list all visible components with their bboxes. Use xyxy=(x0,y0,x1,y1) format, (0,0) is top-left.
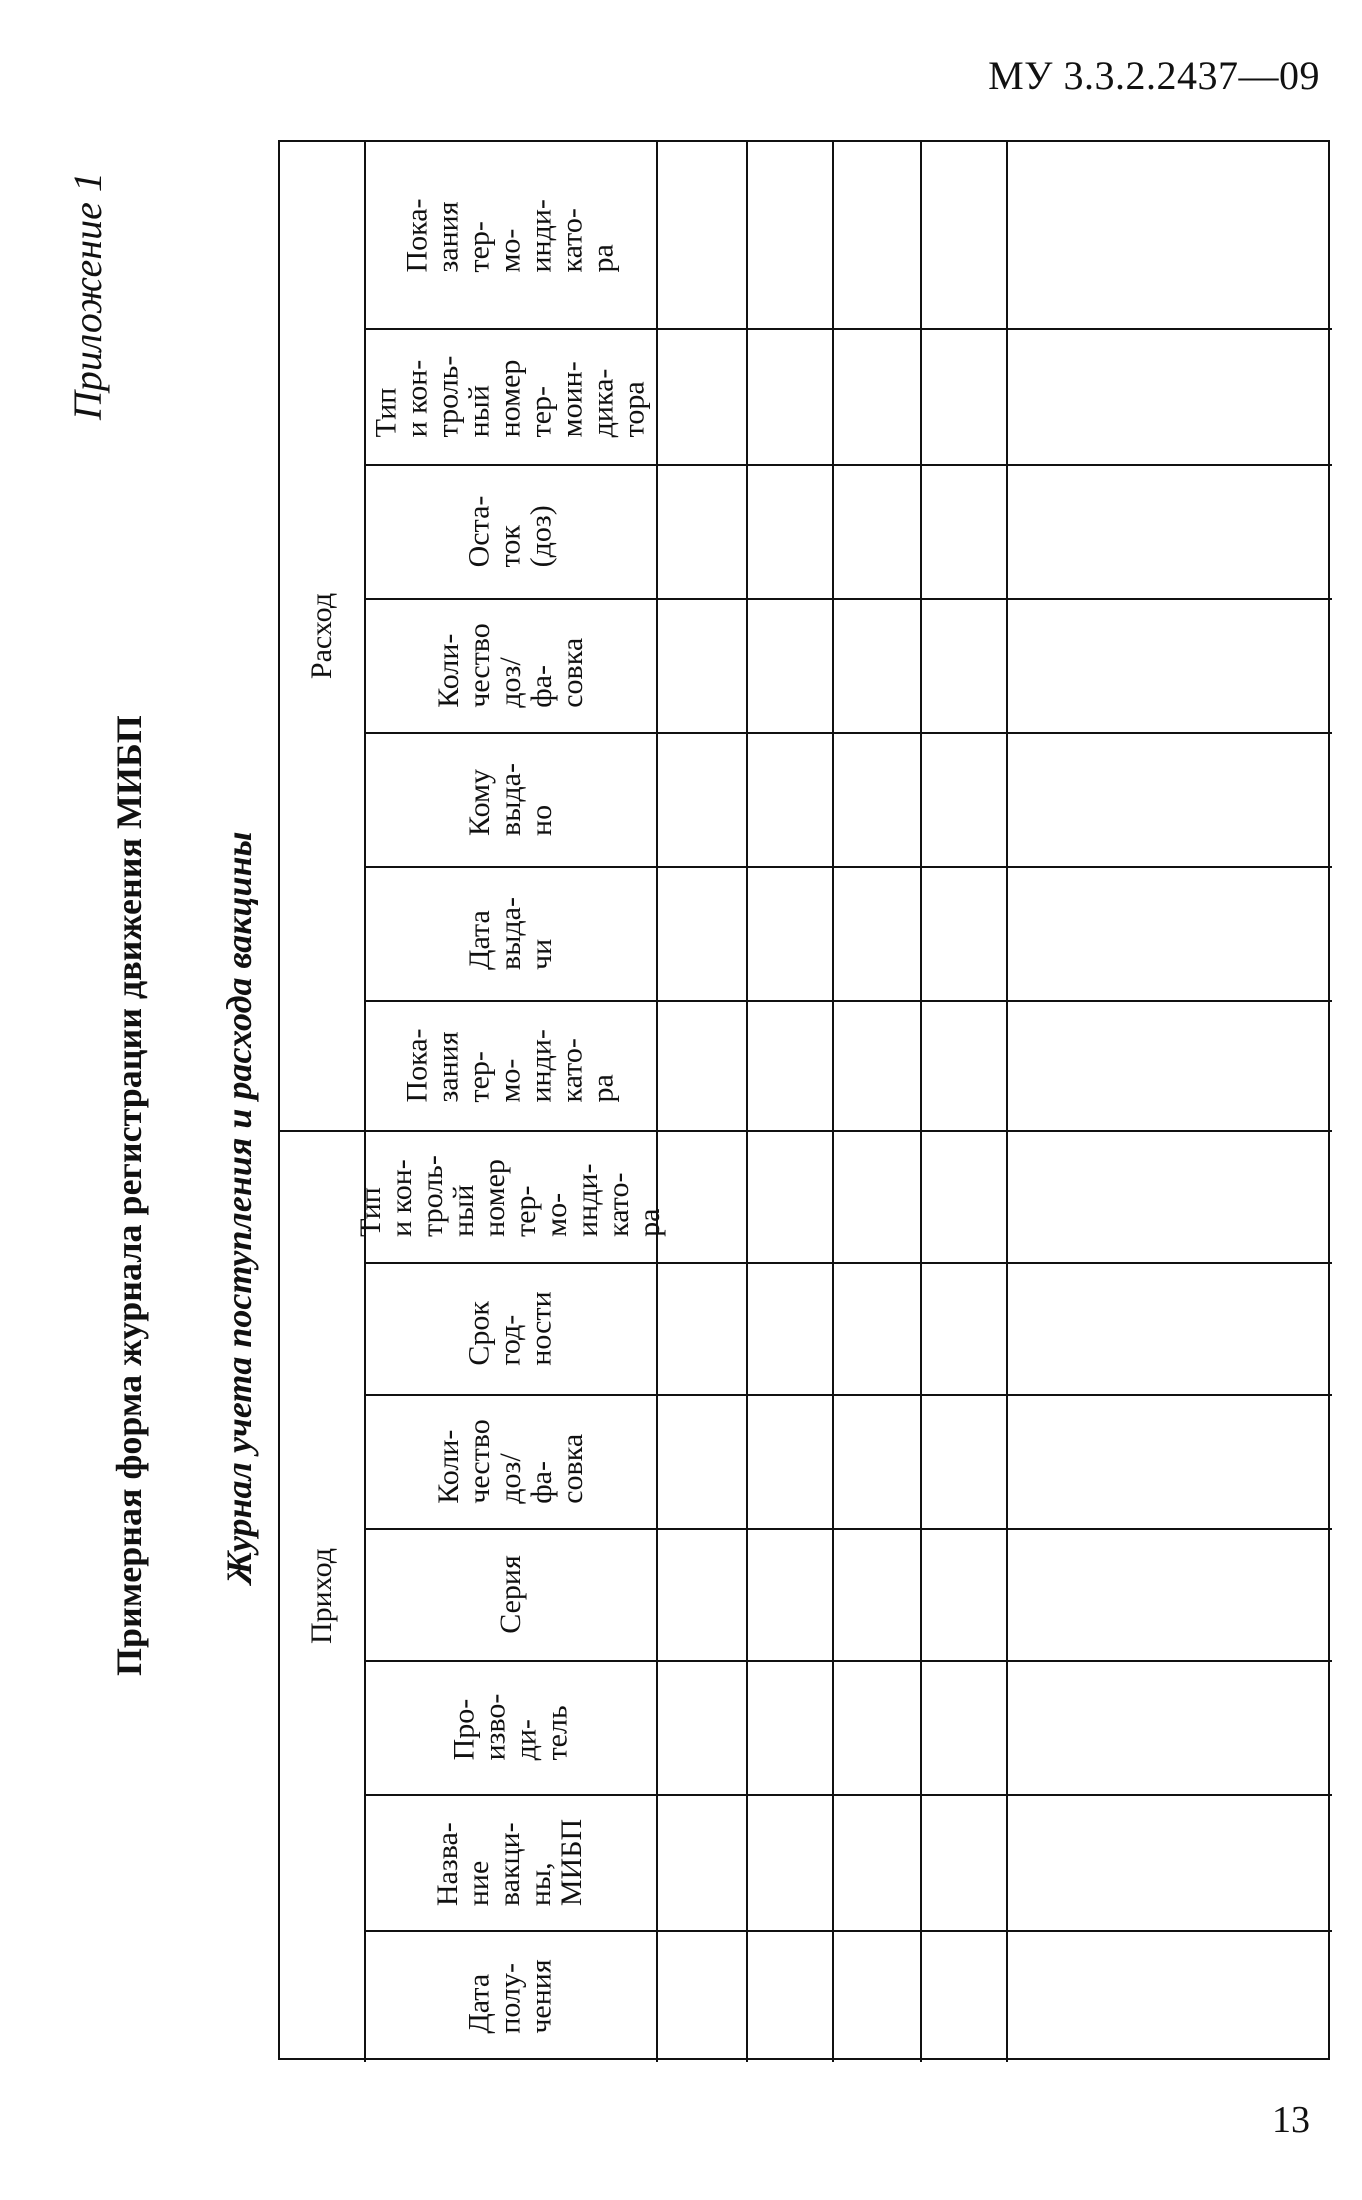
page-number: 13 xyxy=(1272,2099,1310,2141)
table-cell-empty xyxy=(920,1528,1006,1660)
table-cell-empty xyxy=(656,866,746,1000)
table-cell-empty xyxy=(832,464,920,598)
table-cell-empty xyxy=(832,1394,920,1528)
table-cell-empty xyxy=(656,598,746,732)
column-header xyxy=(364,1794,656,1930)
page-title: Примерная форма журнала регистрации движения МИБП xyxy=(109,715,149,1676)
column-header-label: Коли- чество доз/ фа- совка xyxy=(431,1418,589,1504)
table-cell-empty xyxy=(920,1930,1006,2062)
table-cell-empty xyxy=(746,866,832,1000)
table-subtitle: Журнал учета поступления и расхода вакцины xyxy=(219,831,259,1584)
table-cell-empty xyxy=(832,1660,920,1794)
table-cell-empty xyxy=(920,732,1006,866)
table-cell-empty xyxy=(656,1394,746,1528)
table-cell-empty xyxy=(920,1794,1006,1930)
table-cell-empty xyxy=(1006,1794,1332,1930)
journal-table xyxy=(278,140,1330,2060)
table-cell-empty xyxy=(656,1528,746,1660)
group-header-income xyxy=(280,1130,364,2062)
column-header-label: Назва- ние вакци- ны, МИБП xyxy=(431,1818,589,1906)
table-cell-empty xyxy=(656,1794,746,1930)
table-cell-empty xyxy=(746,1130,832,1262)
table-cell-empty xyxy=(746,464,832,598)
table-cell-empty xyxy=(746,1000,832,1130)
table-cell-empty xyxy=(832,866,920,1000)
column-header xyxy=(364,142,656,328)
table-cell-empty xyxy=(656,1000,746,1130)
column-header xyxy=(364,598,656,732)
table-cell-empty xyxy=(832,1794,920,1930)
column-header-label: Тип и кон- троль- ный номер тер- мо- инди- като- ра xyxy=(353,1155,666,1237)
table-cell-empty xyxy=(920,328,1006,464)
table-cell-empty xyxy=(920,1262,1006,1394)
group-header-expense xyxy=(280,142,364,1130)
table-cell-empty xyxy=(1006,866,1332,1000)
table-cell-empty xyxy=(920,1000,1006,1130)
table-cell-empty xyxy=(1006,1394,1332,1528)
column-header-label: Пока- зания тер- мо- инди- като- ра xyxy=(400,197,620,273)
table-cell-empty xyxy=(1006,328,1332,464)
column-header-label: Серия xyxy=(493,1554,527,1634)
table-cell-empty xyxy=(832,1262,920,1394)
group-header-income-label: Приход xyxy=(305,1548,339,1644)
table-cell-empty xyxy=(1006,1528,1332,1660)
column-header-label: Пока- зания тер- мо- инди- като- ра xyxy=(400,1027,620,1103)
table-cell-empty xyxy=(920,1130,1006,1262)
table-cell-empty xyxy=(1006,1660,1332,1794)
table-cell-empty xyxy=(1006,1930,1332,2062)
table-cell-empty xyxy=(920,1394,1006,1528)
table-cell-empty xyxy=(746,1528,832,1660)
table-cell-empty xyxy=(656,1660,746,1794)
table-cell-empty xyxy=(1006,1130,1332,1262)
column-header-label: Срок год- ности xyxy=(462,1290,558,1366)
group-header-expense-label: Расход xyxy=(305,592,338,680)
table-cell-empty xyxy=(832,1528,920,1660)
table-cell-empty xyxy=(746,732,832,866)
table-cell-empty xyxy=(746,1262,832,1394)
table-cell-empty xyxy=(656,732,746,866)
table-cell-empty xyxy=(746,1930,832,2062)
table-cell-empty xyxy=(746,1660,832,1794)
table-cell-empty xyxy=(920,598,1006,732)
column-header xyxy=(353,1130,666,1262)
table-cell-empty xyxy=(1006,1262,1332,1394)
column-header xyxy=(364,1000,656,1130)
table-cell-empty xyxy=(656,328,746,464)
column-header-label: Тип и кон- троль- ный номер тер- моин- дика- тора xyxy=(369,355,651,437)
table-cell-empty xyxy=(832,1130,920,1262)
table-cell-empty xyxy=(746,1394,832,1528)
column-header-label: Коли- чество доз/ фа- совка xyxy=(431,622,589,708)
table-cell-empty xyxy=(1006,1000,1332,1130)
column-header xyxy=(364,1394,656,1528)
table-cell-empty xyxy=(920,866,1006,1000)
table-cell-empty xyxy=(832,732,920,866)
column-header-label: Про- изво- ди- тель xyxy=(446,1693,573,1761)
table-cell-empty xyxy=(656,1930,746,2062)
table-cell-empty xyxy=(832,598,920,732)
table-cell-empty xyxy=(1006,142,1332,328)
column-header xyxy=(364,328,656,464)
table-cell-empty xyxy=(746,598,832,732)
column-header xyxy=(364,866,656,1000)
table-cell-empty xyxy=(746,328,832,464)
column-header xyxy=(364,732,656,866)
document-code: МУ 3.3.2.2437—09 xyxy=(988,53,1320,98)
table-cell-empty xyxy=(832,142,920,328)
table-cell-empty xyxy=(1006,732,1332,866)
table-cell-empty xyxy=(656,464,746,598)
column-header-label: Дата полу- чения xyxy=(462,1958,558,2034)
table-cell-empty xyxy=(920,142,1006,328)
column-header xyxy=(364,1660,656,1794)
appendix-label: Приложение 1 xyxy=(65,172,110,420)
column-header xyxy=(364,1528,656,1660)
table-cell-empty xyxy=(746,142,832,328)
table-cell-empty xyxy=(832,1930,920,2062)
column-header-label: Оста- ток (доз) xyxy=(462,495,558,567)
column-header xyxy=(364,1262,656,1394)
table-cell-empty xyxy=(920,1660,1006,1794)
table-cell-empty xyxy=(746,1794,832,1930)
table-cell-empty xyxy=(656,1262,746,1394)
table-cell-empty xyxy=(832,328,920,464)
table-cell-empty xyxy=(1006,464,1332,598)
table-cell-empty xyxy=(656,1130,746,1262)
table-cell-empty xyxy=(920,464,1006,598)
column-header xyxy=(364,464,656,598)
table-cell-empty xyxy=(1006,598,1332,732)
column-header xyxy=(364,1930,656,2062)
column-header-label: Кому выда- но xyxy=(462,762,558,836)
column-header-label: Дата выда- чи xyxy=(462,896,558,970)
table-cell-empty xyxy=(832,1000,920,1130)
table-cell-empty xyxy=(656,142,746,328)
